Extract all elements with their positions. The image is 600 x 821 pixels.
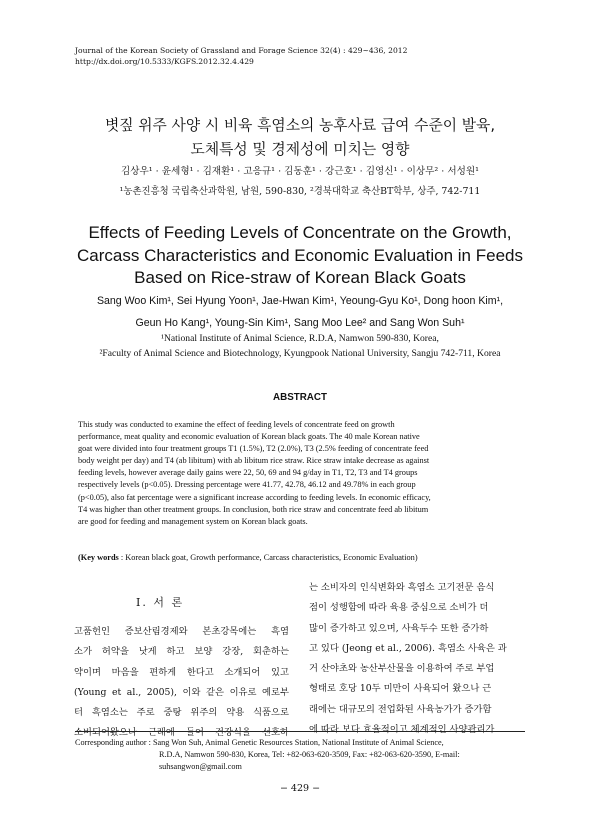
korean-title-line2: 도체특성 및 경제성에 미치는 영향 xyxy=(190,141,410,158)
abstract-line: performance, meat quality and economic evaluation of Korean black goats. The 40 male Korean native xyxy=(78,432,420,442)
keywords-label: (Key words xyxy=(78,553,119,562)
english-authors-line2: Geun Ho Kang¹, Young-Sin Kim¹, Sang Moo Lee² and Sang Won Suh¹ xyxy=(135,317,465,329)
keywords-list: : Korean black goat, Growth performance, Carcass characteristics, Economic Evaluation) xyxy=(120,553,418,562)
body-line: 점이 성행함에 따라 육용 중심으로 소비가 더 xyxy=(309,602,489,614)
korean-authors: 김상우¹ · 윤세형¹ · 김재환¹ · 고응규¹ · 김동훈¹ · 강근호¹ · 김영신¹ · 이상무² · 서성원¹ xyxy=(120,166,480,177)
body-line: 래에는 대규모의 전업화된 사육농가가 증가함 xyxy=(309,703,492,715)
left-column-text xyxy=(74,622,289,744)
corresponding-email: suhsangwon@gmail.com xyxy=(159,762,242,771)
abstract-line: feeding levels, however average daily gains were 22, 50, 69 and 94 g/day in T1, T2, T3 and T4 groups xyxy=(78,468,418,478)
body-line: 거 산야초와 농산부산물을 이용하여 주로 부업 xyxy=(309,663,495,675)
english-title-line1: Effects of Feeding Levels of Concentrate on the Growth, xyxy=(88,223,512,242)
abstract-heading: ABSTRACT xyxy=(273,392,327,403)
abstract-line: T4 was higher than other treatment groups. In conclusion, both rice straw and concentrate feed ab libitum xyxy=(78,504,429,514)
page-number: − 429 − xyxy=(279,783,321,794)
footnote-rule xyxy=(75,731,525,732)
english-affiliation-1: ¹National Institute of Animal Science, R.D.A, Namwon 590-830, Korea, xyxy=(161,333,439,344)
body-line: 소비되어왔으나 근래에 들어 건강식을 선호하 xyxy=(74,727,289,739)
body-line: 소가 허약을 낫게 하고 보양 강장, 회춘하는 xyxy=(74,646,289,658)
korean-title xyxy=(0,114,600,162)
body-line: (Young et al., 2005), 이와 같은 이유로 예로부 xyxy=(74,686,289,698)
corresponding-author xyxy=(75,737,530,773)
english-authors xyxy=(0,290,600,334)
english-affiliation-2: ²Faculty of Animal Science and Biotechnology, Kyungpook National University, Sangju 742-711, Korea xyxy=(99,348,501,359)
abstract-line: are good for feeding and management system on Korean black goats. xyxy=(78,516,308,526)
korean-affiliation: ¹농촌진흥청 국립축산과학원, 남원, 590-830, ²경북대학교 축산BT학부, 상주, 742-711 xyxy=(119,186,481,197)
abstract-line: goat were divided into four treatment groups T1 (1.5%), T2 (2.0%), T3 (2.5% feeding of concentrate feed xyxy=(78,444,429,454)
section-heading-introduction: Ⅰ. 서 론 xyxy=(136,596,185,609)
journal-doi: http://dx.doi.org/10.5333/KGFS.2012.32.4.429 xyxy=(75,56,254,66)
body-line: 고품헌인 증보산림경제와 본초강목에는 흑염 xyxy=(74,626,289,637)
journal-header xyxy=(75,46,407,67)
english-title-line3: Based on Rice-straw of Korean Black Goats xyxy=(134,268,466,287)
english-authors-line1: Sang Woo Kim¹, Sei Hyung Yoon¹, Jae-Hwan Kim¹, Yeoung-Gyu Ko¹, Dong hoon Kim¹, xyxy=(96,295,504,307)
abstract-line: body weight per day) and T4 (ab libitum) with ab libitum rice straw. Rice straw intake decrease as against xyxy=(78,456,430,466)
body-line: 에 따라 보다 효율적이고 체계적인 사양관리가 xyxy=(309,724,495,736)
body-line: 고 있다 (Jeong et al., 2006). 흑염소 사육은 과 xyxy=(309,642,507,654)
abstract-line: This study was conducted to examine the effect of feeding levels of concentrate feed on growth xyxy=(78,420,395,429)
keywords xyxy=(78,553,524,562)
journal-citation: Journal of the Korean Society of Grassland and Forage Science 32(4) : 429~436, 2012 xyxy=(75,46,408,55)
body-line: 약이며 마음을 편하게 한다고 소개되어 있고 xyxy=(74,666,289,678)
abstract-line: (p<0.05), also fat percentage were a significant increase according to feeding levels. In economic efficacy, xyxy=(78,492,431,502)
body-line: 터 흑염소는 주로 중탕 위주의 약용 식품으로 xyxy=(74,707,289,719)
abstract-line: respectively levels (p<0.05). Dressing percentage were 41.77, 42.78, 46.12 and 49.78% in each group xyxy=(78,480,416,490)
corresponding-line2: R.D.A, Namwon 590-830, Korea, Tel: +82-063-620-3509, Fax: +82-063-620-3590, E-mail: xyxy=(159,750,460,759)
body-line: 많이 증가하고 있으며, 사육두수 또한 증가하 xyxy=(309,622,489,634)
body-line: 형태로 호당 10두 미만이 사육되어 왔으나 근 xyxy=(309,683,492,695)
english-title xyxy=(0,222,600,290)
right-column-text xyxy=(309,578,524,740)
english-title-line2: Carcass Characteristics and Economic Evaluation in Feeds xyxy=(77,245,523,265)
body-line: 는 소비자의 인식변화와 흑염소 고기전문 음식 xyxy=(309,582,495,593)
korean-title-line1: 볏짚 위주 사양 시 비육 흑염소의 농후사료 급여 수준이 발육, xyxy=(104,117,496,134)
corresponding-line1: Corresponding author : Sang Won Suh, Animal Genetic Resources Station, National Institute of Animal Science, xyxy=(75,738,444,747)
abstract-body xyxy=(78,419,524,528)
